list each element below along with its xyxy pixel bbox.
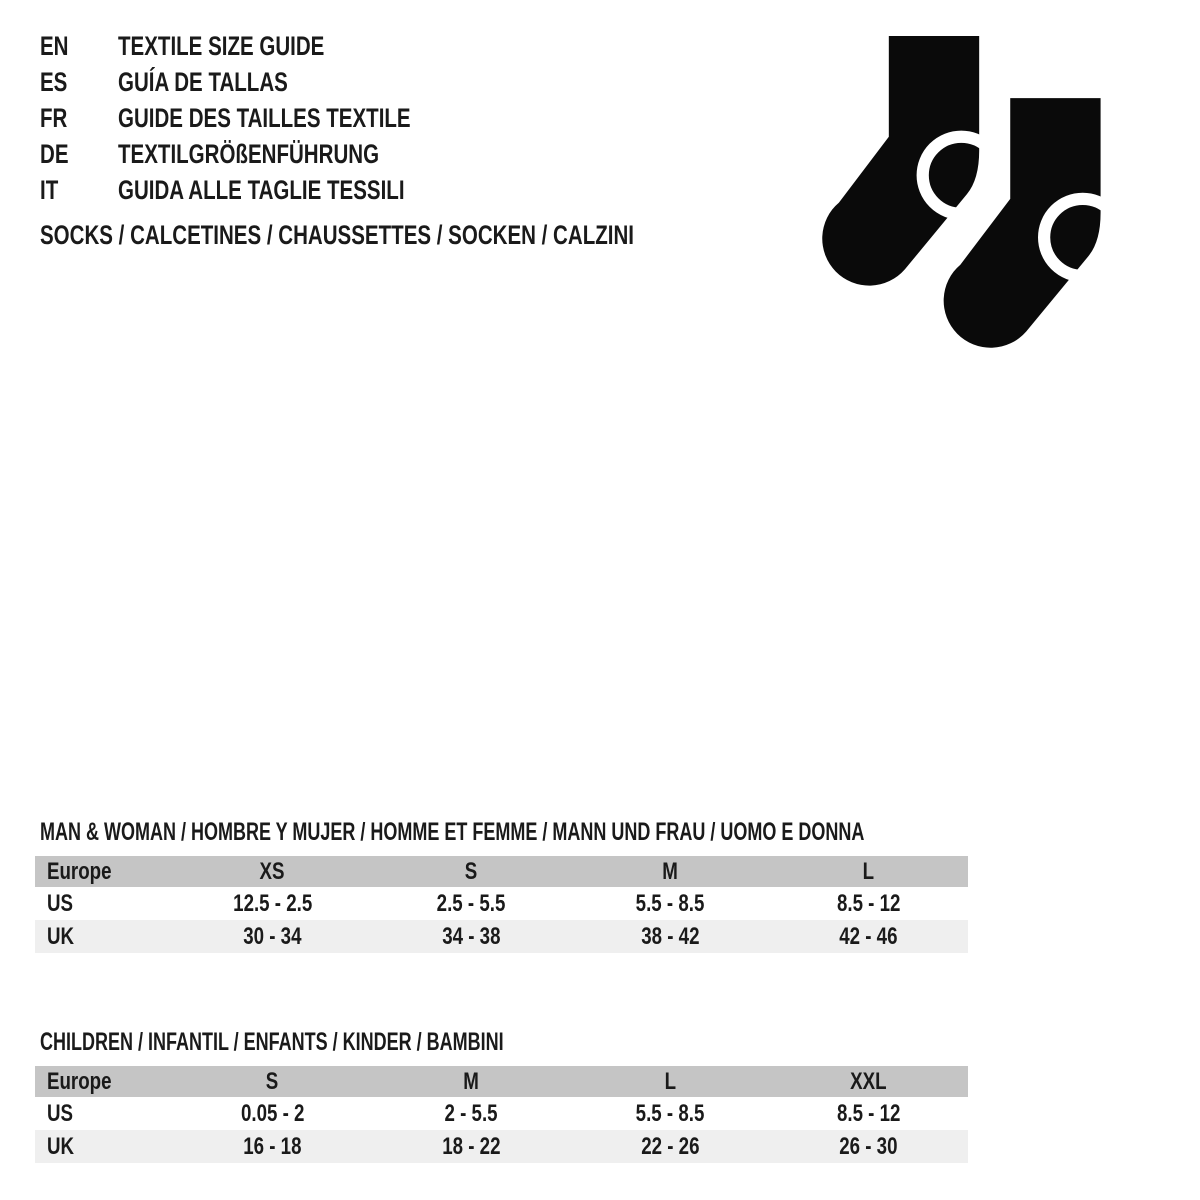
- column-header-europe: Europe: [47, 858, 112, 885]
- adults-table-header-row: [35, 856, 968, 887]
- cell: 2.5 - 5.5: [436, 890, 506, 917]
- table-row-uk: [35, 1130, 968, 1163]
- cell: 8.5 - 12: [836, 1100, 901, 1127]
- language-code: IT: [40, 175, 59, 205]
- cell: 5.5 - 8.5: [635, 890, 705, 917]
- row-label: US: [47, 890, 74, 917]
- cell: 42 - 46: [839, 923, 898, 950]
- table-row-uk: [35, 920, 968, 953]
- column-header-l: L: [664, 1068, 676, 1095]
- language-row-es: [40, 64, 503, 100]
- adults-size-table: [35, 856, 968, 953]
- cell: 8.5 - 12: [836, 890, 901, 917]
- adults-table-title-text: MAN & WOMAN / HOMBRE Y MUJER / HOMME ET FEMME / MANN UND FRAU / UOMO E DONNA: [40, 818, 865, 846]
- language-code: ES: [40, 67, 68, 97]
- guide-title-es: GUÍA DE TALLAS: [118, 67, 288, 97]
- column-header-m: M: [463, 1068, 479, 1095]
- cell: 5.5 - 8.5: [635, 1100, 705, 1127]
- children-table-title: [40, 1028, 684, 1056]
- language-code: DE: [40, 139, 69, 169]
- cell: 22 - 26: [640, 1133, 700, 1160]
- language-row-fr: [40, 100, 503, 136]
- cell: 0.05 - 2: [240, 1100, 305, 1127]
- cell: 34 - 38: [441, 923, 501, 950]
- guide-title-en: TEXTILE SIZE GUIDE: [118, 31, 325, 61]
- cell: 2 - 5.5: [444, 1100, 498, 1127]
- language-list: [40, 28, 503, 208]
- language-row-en: [40, 28, 503, 64]
- children-table-title-text: CHILDREN / INFANTIL / ENFANTS / KINDER / BAMBINI: [40, 1028, 504, 1056]
- guide-title-fr: GUIDE DES TAILLES TEXTILE: [118, 103, 411, 133]
- language-row-de: [40, 136, 503, 172]
- cell: 38 - 42: [640, 923, 700, 950]
- category-line-text: SOCKS / CALCETINES / CHAUSSETTES / SOCKEN / CALZINI: [40, 220, 634, 250]
- cell: 18 - 22: [441, 1133, 501, 1160]
- category-line: [40, 219, 822, 251]
- row-label: UK: [47, 923, 75, 950]
- row-label: UK: [47, 1133, 75, 1160]
- guide-title-it: GUIDA ALLE TAGLIE TESSILI: [118, 175, 405, 205]
- cell: 16 - 18: [243, 1133, 302, 1160]
- language-code: EN: [40, 31, 69, 61]
- children-size-table: [35, 1066, 968, 1163]
- column-header-xs: XS: [259, 858, 285, 885]
- column-header-s: S: [266, 1068, 279, 1095]
- column-header-europe: Europe: [47, 1068, 112, 1095]
- cell: 26 - 30: [839, 1133, 898, 1160]
- children-table-header-row: [35, 1066, 968, 1097]
- table-row-us: [35, 887, 968, 920]
- column-header-s: S: [464, 858, 478, 885]
- socks-icon: [820, 36, 1112, 356]
- column-header-xxl: XXL: [850, 1068, 887, 1095]
- column-header-m: M: [662, 858, 678, 885]
- column-header-l: L: [862, 858, 875, 885]
- language-row-it: [40, 172, 503, 208]
- row-label: US: [47, 1100, 74, 1127]
- guide-title-de: TEXTILGRÖßENFÜHRUNG: [118, 139, 380, 169]
- table-row-us: [35, 1097, 968, 1130]
- cell: 12.5 - 2.5: [232, 890, 312, 917]
- cell: 30 - 34: [243, 923, 302, 950]
- language-code: FR: [40, 103, 68, 133]
- adults-table-title: [40, 818, 1185, 846]
